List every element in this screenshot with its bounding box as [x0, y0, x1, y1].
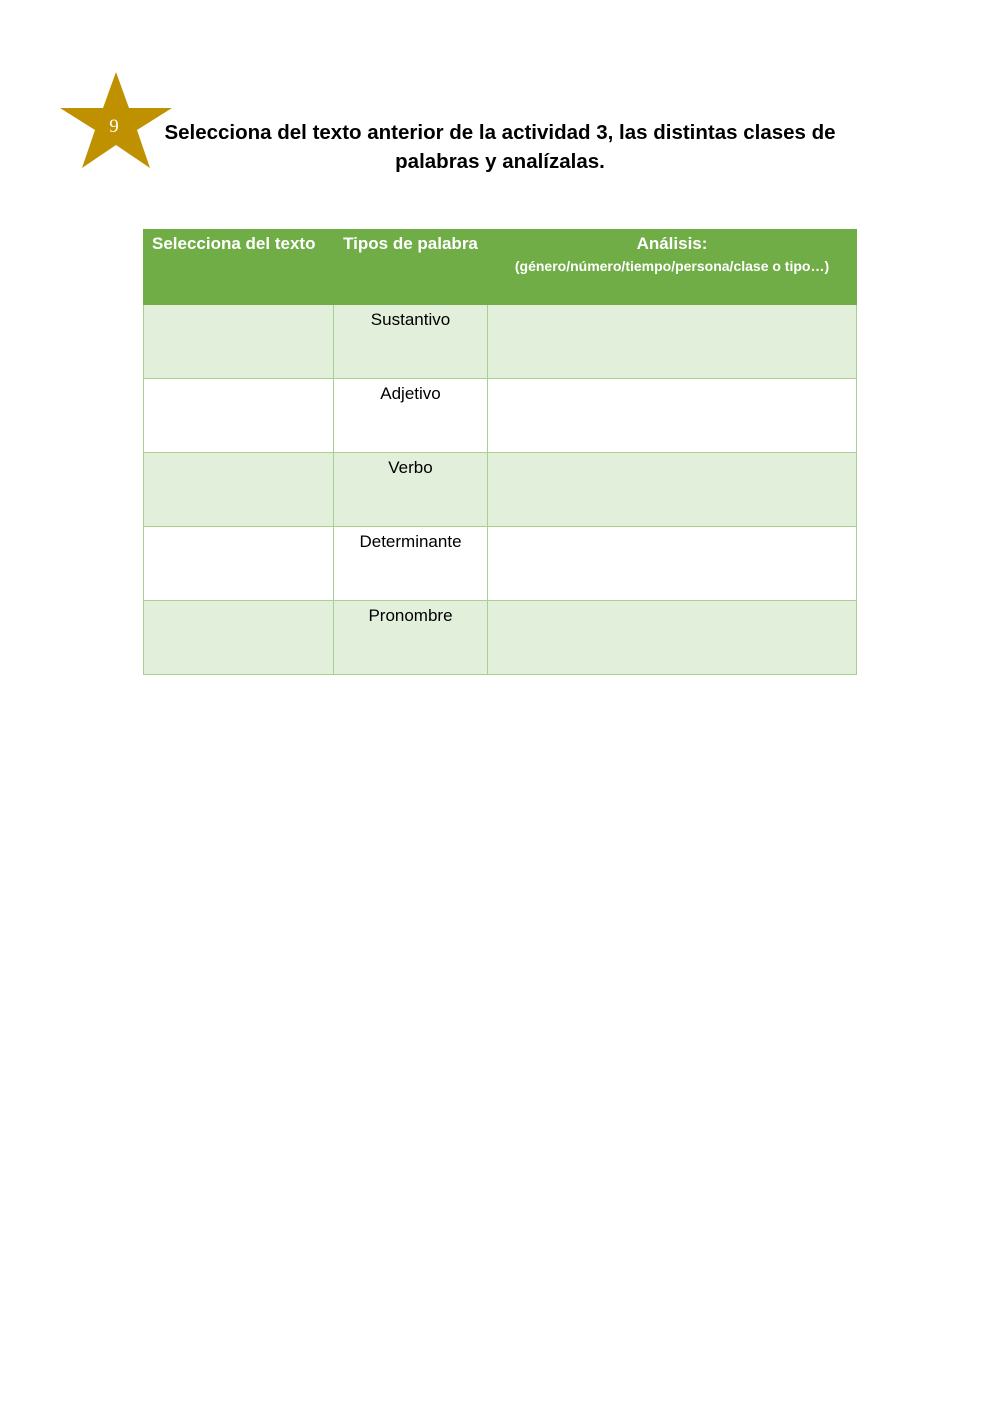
analysis-cell[interactable] [488, 379, 857, 453]
analysis-cell[interactable] [488, 305, 857, 379]
activity-number-badge [60, 72, 172, 168]
selection-cell[interactable] [144, 305, 334, 379]
analysis-cell[interactable] [488, 601, 857, 675]
header-analysis-title: Análisis: [636, 234, 708, 253]
word-type-cell: Adjetivo [334, 379, 488, 453]
instruction-line-2: palabras y analízalas. [395, 150, 605, 173]
selection-cell[interactable] [144, 453, 334, 527]
word-type-cell: Determinante [334, 527, 488, 601]
table-header-row [144, 230, 857, 305]
header-word-type: Tipos de palabra [334, 230, 488, 305]
header-selection: Selecciona del texto [144, 230, 334, 305]
table-row [144, 379, 857, 453]
selection-cell[interactable] [144, 527, 334, 601]
activity-number: 9 [109, 116, 119, 137]
word-analysis-table [143, 229, 857, 675]
activity-instruction [160, 118, 840, 176]
table-row [144, 527, 857, 601]
header-analysis-subtitle: (género/número/tiempo/persona/clase o tipo…) [514, 258, 830, 274]
selection-cell[interactable] [144, 601, 334, 675]
instruction-line-1: Selecciona del texto anterior de la actividad 3, las distintas clases de [164, 121, 836, 144]
table-row [144, 453, 857, 527]
word-type-cell: Verbo [334, 453, 488, 527]
table-row [144, 305, 857, 379]
analysis-cell[interactable] [488, 527, 857, 601]
analysis-cell[interactable] [488, 453, 857, 527]
word-type-cell: Sustantivo [334, 305, 488, 379]
selection-cell[interactable] [144, 379, 334, 453]
word-type-cell: Pronombre [334, 601, 488, 675]
table-row [144, 601, 857, 675]
header-analysis [488, 230, 857, 305]
